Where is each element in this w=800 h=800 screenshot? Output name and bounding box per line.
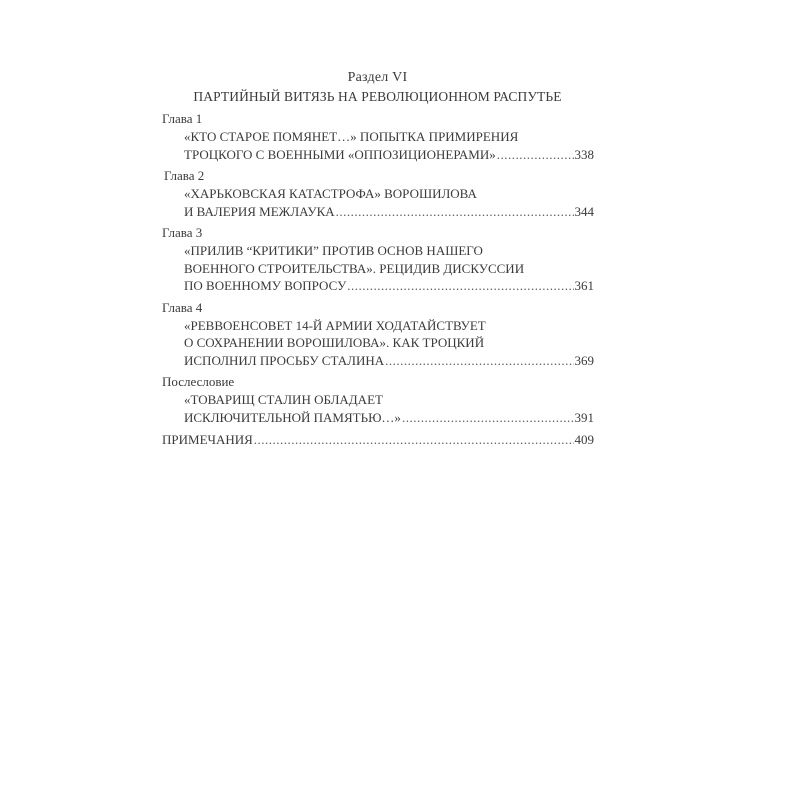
chapter-title-last-line — [184, 203, 594, 221]
chapter-title-line: О СОХРАНЕНИИ ВОРОШИЛОВА». КАК ТРОЦКИЙ — [184, 335, 485, 350]
page-number: 338 — [574, 146, 594, 162]
chapter-title-line: ИСКЛЮЧИТЕЛЬНОЙ ПАМЯТЬЮ…» — [184, 409, 401, 425]
dot-leader — [336, 203, 574, 221]
chapter-title-line: «ТОВАРИЩ СТАЛИН ОБЛАДАЕТ — [184, 392, 383, 407]
chapter-label: Глава 3 — [162, 225, 203, 240]
chapter-title-line: ПО ВОЕННОМУ ВОПРОСУ — [184, 278, 347, 293]
chapter-title-last-line — [184, 352, 594, 370]
dot-leader — [385, 352, 573, 370]
page-number: 409 — [574, 432, 594, 447]
chapter-title-last-line — [184, 277, 594, 295]
table-of-contents — [162, 110, 594, 449]
dot-leader — [254, 431, 574, 449]
dot-leader — [347, 277, 573, 295]
page-number: 369 — [574, 352, 594, 368]
chapter-title-line: «ПРИЛИВ “КРИТИКИ” ПРОТИВ ОСНОВ НАШЕГО — [184, 243, 483, 258]
chapter-title-last-line — [184, 409, 594, 427]
notes-label: ПРИМЕЧАНИЯ — [162, 432, 253, 447]
chapter-title-line: «КТО СТАРОЕ ПОМЯНЕТ…» ПОПЫТКА ПРИМИРЕНИЯ — [184, 129, 519, 144]
section-number: Раздел VI — [347, 70, 408, 85]
toc-entry-afterword — [162, 373, 594, 426]
page-number: 344 — [574, 203, 594, 219]
toc-entry-notes — [162, 431, 594, 449]
toc-entry-chapter-2 — [162, 167, 594, 220]
chapter-title-line: «ХАРЬКОВСКАЯ КАТАСТРОФА» ВОРОШИЛОВА — [184, 186, 477, 201]
toc-entry-chapter-4 — [162, 299, 594, 370]
dot-leader — [497, 146, 574, 164]
chapter-label: Послесловие — [162, 374, 235, 389]
toc-entry-chapter-3 — [162, 224, 594, 295]
toc-entry-chapter-1 — [162, 110, 594, 163]
chapter-title-line: И ВАЛЕРИЯ МЕЖЛАУКА — [184, 203, 335, 219]
chapter-label: Глава 2 — [164, 168, 205, 183]
dot-leader — [402, 409, 574, 427]
chapter-title-line: ИСПОЛНИЛ ПРОСЬБУ СТАЛИНА — [184, 352, 385, 368]
chapter-title-line: ВОЕННОГО СТРОИТЕЛЬСТВА». РЕЦИДИВ ДИСКУССИИ — [184, 260, 525, 276]
chapter-title-line: «РЕВВОЕНСОВЕТ 14-Й АРМИИ ХОДАТАЙСТВУЕТ — [184, 317, 486, 333]
chapter-label: Глава 1 — [162, 111, 203, 126]
chapter-label: Глава 4 — [162, 299, 203, 315]
section-title: ПАРТИЙНЫЙ ВИТЯЗЬ НА РЕВОЛЮЦИОННОМ РАСПУТЬЕ — [193, 89, 562, 104]
chapter-title-last-line — [184, 146, 594, 164]
page-number: 391 — [574, 409, 594, 425]
page-number: 361 — [574, 278, 594, 293]
chapter-title-line: ТРОЦКОГО С ВОЕННЫМИ «ОППОЗИЦИОНЕРАМИ» — [184, 146, 496, 162]
